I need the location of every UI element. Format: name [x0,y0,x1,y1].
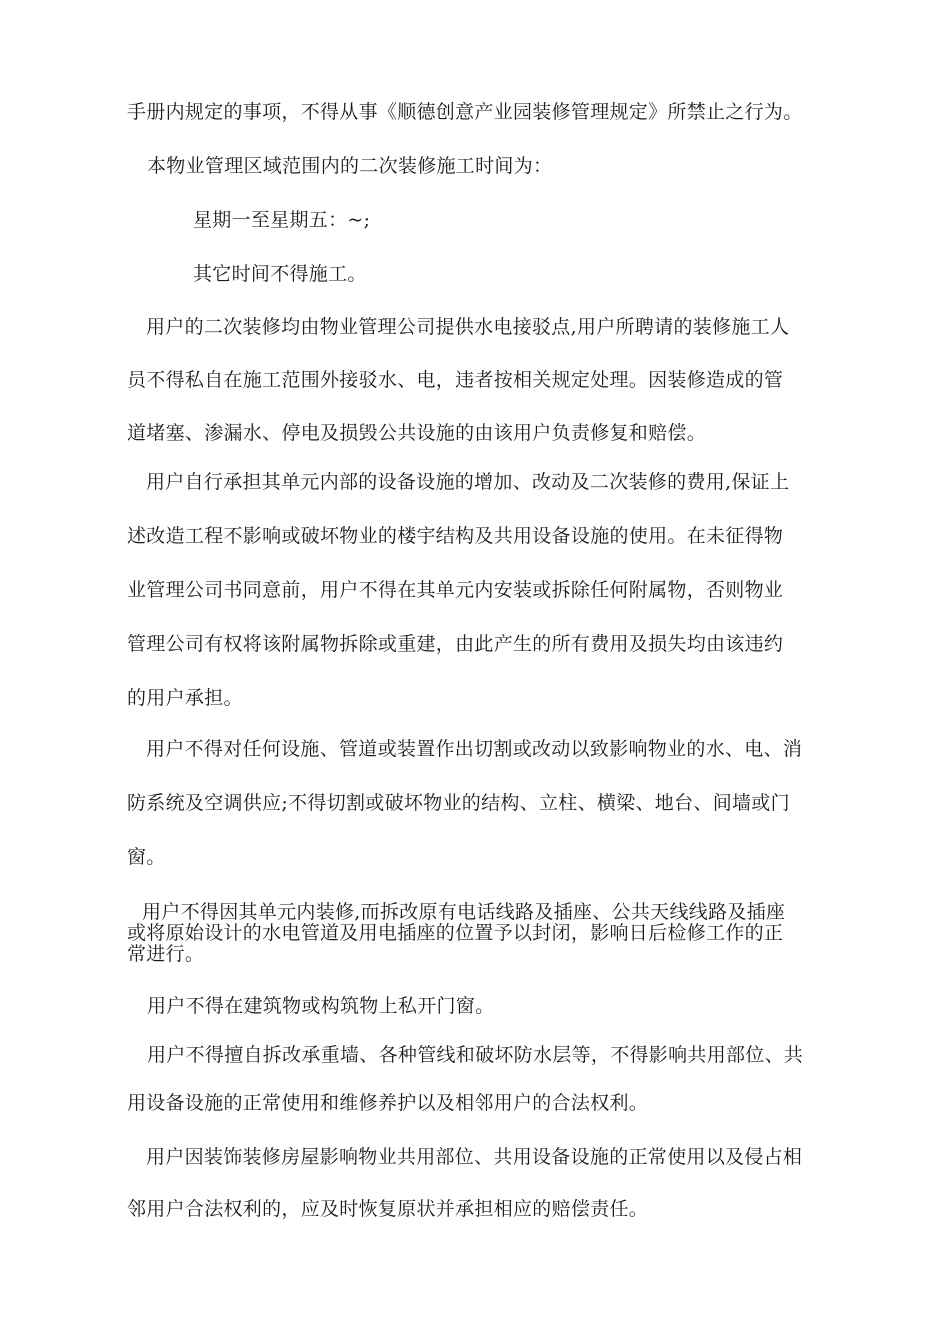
text-line: 用户不得在建筑物或构筑物上私开门窗。 [147,995,495,1017]
text-line: 道堵塞、渗漏水、停电及损毁公共设施的由该用户负责修复和赔偿。 [127,422,707,444]
text-line: 防系统及空调供应;不得切割或破坏物业的结构、立柱、横梁、地台、间墙或门 [127,792,790,814]
text-line: 用设备设施的正常使用和维修养护以及相邻用户的合法权利。 [127,1092,649,1114]
text-line: 员不得私自在施工范围外接驳水、电，违者按相关规定处理。因装修造成的管 [127,369,784,391]
text-line: 邻用户合法权利的，应及时恢复原状并承担相应的赔偿责任。 [127,1198,649,1220]
text-line: 用户的二次装修均由物业管理公司提供水电接驳点,用户所聘请的装修施工人 [146,316,790,338]
text-line: 的用户承担。 [127,687,243,709]
text-line: 其它时间不得施工。 [193,263,367,285]
text-line: 用户不得对任何设施、管道或装置作出切割或改动以致影响物业的水、电、消 [146,738,803,760]
text-line: 窗。 [127,846,166,868]
text-line: 或将原始设计的水电管道及用电插座的位置予以封闭，影响日后检修工作的正 [127,922,784,944]
text-line: 用户不得因其单元内装修,而拆改原有电话线路及插座、公共天线线路及插座 [142,901,786,923]
text-line: 手册内规定的事项，不得从事《顺德创意产业园装修管理规定》所禁止之行为。 [127,101,803,123]
text-line: 常进行。 [127,943,205,965]
text-line: 用户自行承担其单元内部的设备设施的增加、改动及二次装修的费用,保证上 [146,471,790,493]
text-line: 星期一至星期五：~; [193,209,371,231]
text-line: 业管理公司书同意前，用户不得在其单元内安装或拆除任何附属物，否则物业 [127,579,784,601]
text-line: 述改造工程不影响或破坏物业的楼宇结构及共用设备设施的使用。在未征得物 [127,525,784,547]
text-line: 用户因装饰装修房屋影响物业共用部位、共用设备设施的正常使用以及侵占相 [146,1146,803,1168]
text-line: 管理公司有权将该附属物拆除或重建，由此产生的所有费用及损失均由该违约 [127,633,784,655]
text-line: 用户不得擅自拆改承重墙、各种管线和破坏防水层等，不得影响共用部位、共 [147,1044,804,1066]
text-line: 本物业管理区域范围内的二次装修施工时间为： [147,155,553,177]
